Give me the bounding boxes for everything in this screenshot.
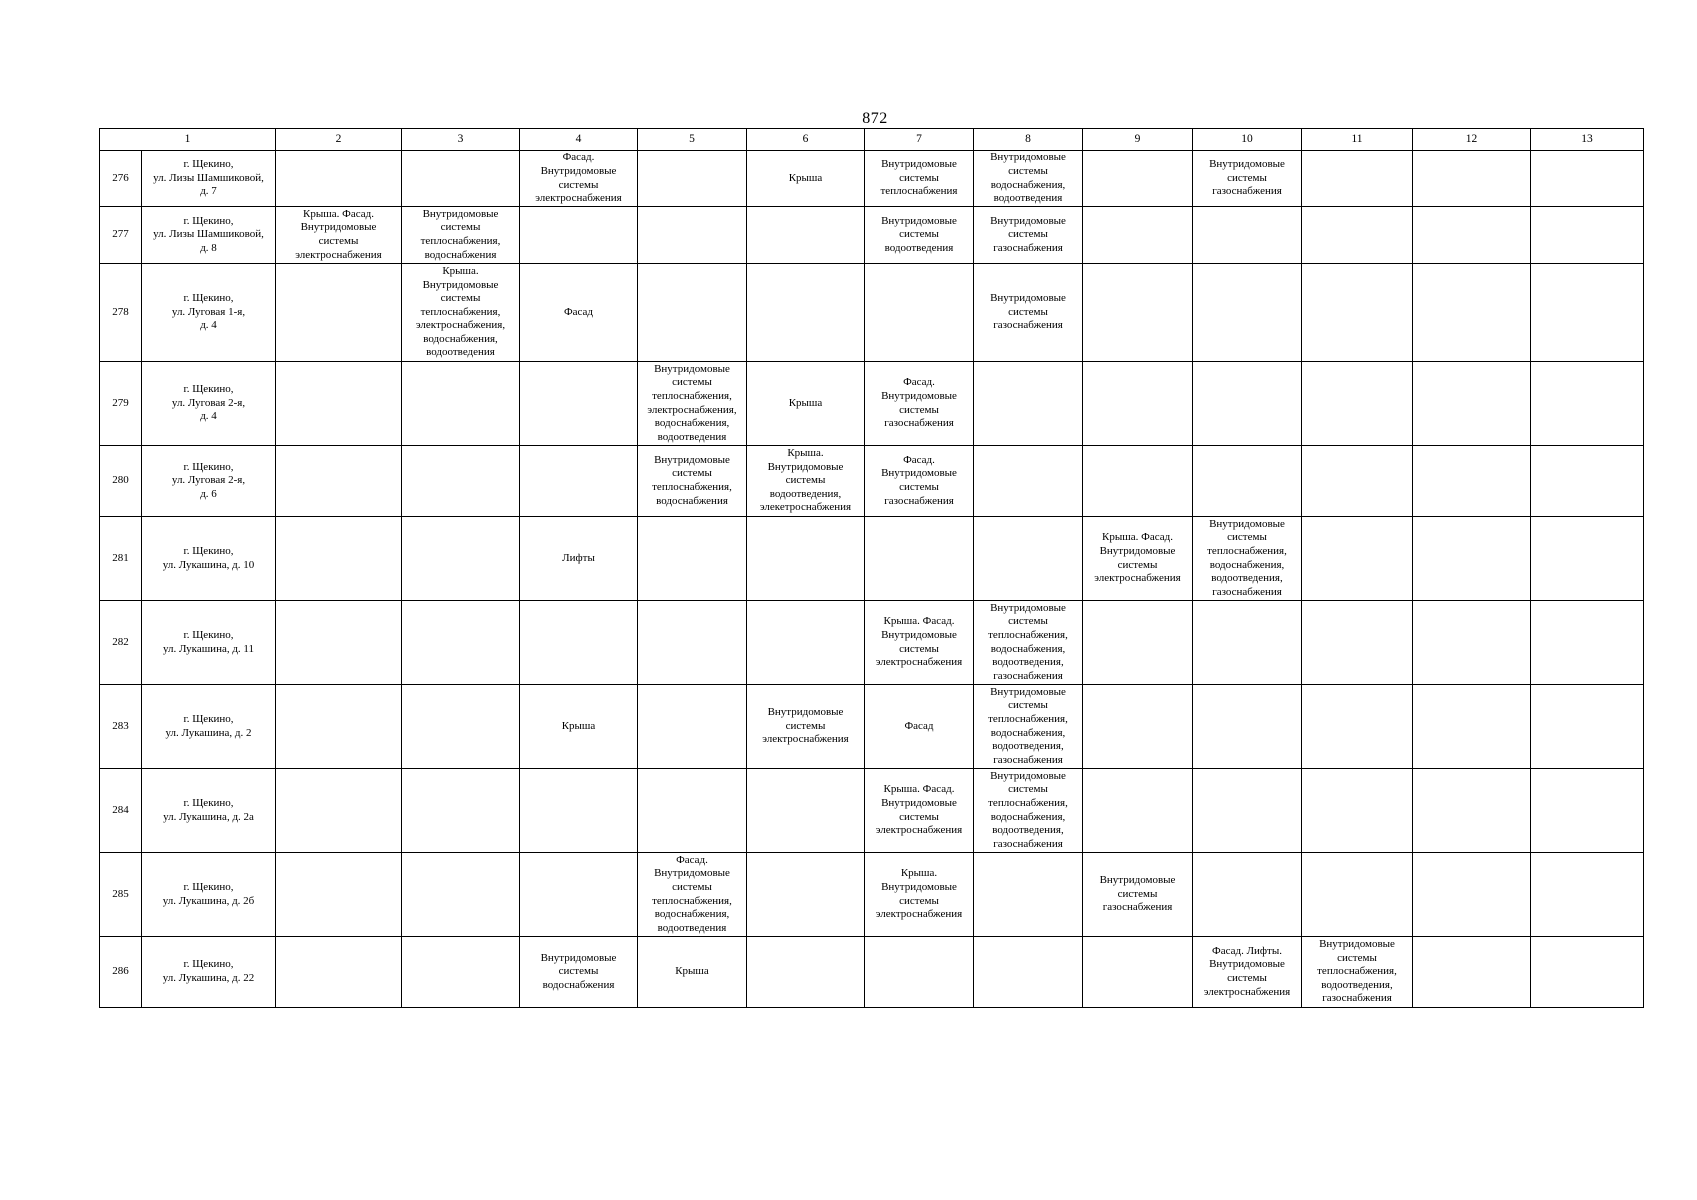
work-cell-col-13: [1531, 601, 1644, 685]
table-row: [100, 769, 1644, 853]
work-cell-col-5: [638, 207, 747, 264]
table-row: [100, 264, 1644, 362]
work-cell-col-9: [1083, 362, 1193, 446]
work-cell-col-6: [747, 517, 865, 601]
table-row: [100, 151, 1644, 207]
row-number: 281: [100, 517, 142, 601]
work-cell-col-13: [1531, 937, 1644, 1008]
table-row: [100, 685, 1644, 769]
table-row: [100, 937, 1644, 1008]
row-number: 280: [100, 446, 142, 517]
work-cell-col-10: [1193, 362, 1302, 446]
work-cell-col-10: Внутридомовые системы газоснабжения: [1193, 151, 1302, 207]
work-cell-col-4: [520, 362, 638, 446]
header-cell: 12: [1413, 129, 1531, 151]
work-cell-col-7: [865, 517, 974, 601]
work-cell-col-4: [520, 601, 638, 685]
work-cell-col-4: Лифты: [520, 517, 638, 601]
work-cell-col-8: Внутридомовые системы теплоснабжения, водоснабжения, водоотведения, газоснабжения: [974, 685, 1083, 769]
work-cell-col-13: [1531, 685, 1644, 769]
address-cell: г. Щекино, ул. Лукашина, д. 2б: [142, 853, 276, 937]
work-cell-col-8: Внутридомовые системы теплоснабжения, водоснабжения, водоотведения, газоснабжения: [974, 769, 1083, 853]
work-cell-col-5: Внутридомовые системы теплоснабжения, водоснабжения: [638, 446, 747, 517]
address-cell: г. Щекино, ул. Луговая 2-я, д. 6: [142, 446, 276, 517]
work-cell-col-8: Внутридомовые системы водоснабжения, водоотведения: [974, 151, 1083, 207]
work-cell-col-7: [865, 264, 974, 362]
work-cell-col-2: [276, 264, 402, 362]
work-cell-col-11: [1302, 207, 1413, 264]
work-cell-col-8: [974, 362, 1083, 446]
work-cell-col-6: Внутридомовые системы электроснабжения: [747, 685, 865, 769]
work-cell-col-7: Крыша. Фасад. Внутридомовые системы электроснабжения: [865, 769, 974, 853]
work-cell-col-11: [1302, 685, 1413, 769]
work-cell-col-10: Фасад. Лифты. Внутридомовые системы электроснабжения: [1193, 937, 1302, 1008]
work-cell-col-9: [1083, 446, 1193, 517]
address-cell: г. Щекино, ул. Лукашина, д. 2а: [142, 769, 276, 853]
work-cell-col-8: Внутридомовые системы газоснабжения: [974, 264, 1083, 362]
address-cell: г. Щекино, ул. Лукашина, д. 22: [142, 937, 276, 1008]
work-cell-col-7: Фасад. Внутридомовые системы газоснабжения: [865, 362, 974, 446]
work-cell-col-4: [520, 207, 638, 264]
row-number: 276: [100, 151, 142, 207]
work-cell-col-3: [402, 517, 520, 601]
work-cell-col-5: [638, 601, 747, 685]
work-cell-col-5: Фасад. Внутридомовые системы теплоснабжения, водоснабжения, водоотведения: [638, 853, 747, 937]
work-cell-col-2: [276, 769, 402, 853]
work-cell-col-13: [1531, 517, 1644, 601]
header-row: [100, 129, 1644, 151]
work-cell-col-11: [1302, 853, 1413, 937]
header-cell: 7: [865, 129, 974, 151]
header-cell: 11: [1302, 129, 1413, 151]
work-cell-col-9: Крыша. Фасад. Внутридомовые системы электроснабжения: [1083, 517, 1193, 601]
work-cell-col-3: [402, 853, 520, 937]
work-cell-col-7: Внутридомовые системы водоотведения: [865, 207, 974, 264]
work-cell-col-13: [1531, 207, 1644, 264]
row-number: 285: [100, 853, 142, 937]
header-cell: 4: [520, 129, 638, 151]
work-cell-col-4: Внутридомовые системы водоснабжения: [520, 937, 638, 1008]
work-cell-col-10: [1193, 601, 1302, 685]
work-cell-col-2: [276, 601, 402, 685]
work-cell-col-13: [1531, 264, 1644, 362]
work-cell-col-12: [1413, 207, 1531, 264]
work-cell-col-4: Фасад: [520, 264, 638, 362]
header-cell: 10: [1193, 129, 1302, 151]
work-cell-col-13: [1531, 446, 1644, 517]
row-number: 279: [100, 362, 142, 446]
work-cell-col-5: [638, 517, 747, 601]
work-cell-col-5: [638, 264, 747, 362]
work-cell-col-3: [402, 446, 520, 517]
work-cell-col-4: [520, 853, 638, 937]
work-cell-col-8: Внутридомовые системы теплоснабжения, водоснабжения, водоотведения, газоснабжения: [974, 601, 1083, 685]
work-cell-col-6: [747, 769, 865, 853]
work-cell-col-8: [974, 517, 1083, 601]
work-cell-col-5: [638, 685, 747, 769]
work-cell-col-10: [1193, 264, 1302, 362]
work-cell-col-2: [276, 362, 402, 446]
table-row: [100, 601, 1644, 685]
work-cell-col-9: [1083, 937, 1193, 1008]
work-cell-col-7: Фасад: [865, 685, 974, 769]
work-cell-col-10: [1193, 685, 1302, 769]
work-cell-col-10: [1193, 853, 1302, 937]
table-row: [100, 517, 1644, 601]
work-cell-col-6: [747, 937, 865, 1008]
address-cell: г. Щекино, ул. Лизы Шамшиковой, д. 8: [142, 207, 276, 264]
work-cell-col-2: [276, 151, 402, 207]
work-cell-col-6: Крыша: [747, 362, 865, 446]
work-cell-col-12: [1413, 151, 1531, 207]
header-cell: 5: [638, 129, 747, 151]
work-cell-col-6: Крыша. Внутридомовые системы водоотведения, элекетроснабжения: [747, 446, 865, 517]
work-cell-col-6: [747, 601, 865, 685]
work-cell-col-12: [1413, 769, 1531, 853]
work-cell-col-3: [402, 685, 520, 769]
work-cell-col-11: [1302, 769, 1413, 853]
work-cell-col-8: Внутридомовые системы газоснабжения: [974, 207, 1083, 264]
work-cell-col-5: [638, 151, 747, 207]
work-cell-col-6: Крыша: [747, 151, 865, 207]
work-cell-col-5: Внутридомовые системы теплоснабжения, электроснабжения, водоснабжения, водоотведения: [638, 362, 747, 446]
work-cell-col-9: [1083, 769, 1193, 853]
table-row: [100, 207, 1644, 264]
work-cell-col-10: [1193, 769, 1302, 853]
work-cell-col-9: [1083, 601, 1193, 685]
work-cell-col-9: [1083, 207, 1193, 264]
work-cell-col-3: [402, 151, 520, 207]
work-cell-col-7: Крыша. Фасад. Внутридомовые системы электроснабжения: [865, 601, 974, 685]
table-row: [100, 853, 1644, 937]
table-row: [100, 362, 1644, 446]
work-cell-col-9: [1083, 151, 1193, 207]
work-cell-col-7: [865, 937, 974, 1008]
work-cell-col-11: [1302, 264, 1413, 362]
work-cell-col-12: [1413, 264, 1531, 362]
row-number: 286: [100, 937, 142, 1008]
work-cell-col-2: [276, 937, 402, 1008]
work-cell-col-2: [276, 853, 402, 937]
work-cell-col-12: [1413, 937, 1531, 1008]
work-cell-col-13: [1531, 151, 1644, 207]
work-cell-col-8: [974, 446, 1083, 517]
address-cell: г. Щекино, ул. Лизы Шамшиковой, д. 7: [142, 151, 276, 207]
header-cell: 1: [100, 129, 276, 151]
work-cell-col-9: [1083, 264, 1193, 362]
work-cell-col-6: [747, 853, 865, 937]
table-row: [100, 446, 1644, 517]
work-cell-col-8: [974, 853, 1083, 937]
work-cell-col-11: [1302, 151, 1413, 207]
work-cell-col-2: [276, 685, 402, 769]
work-cell-col-11: [1302, 517, 1413, 601]
address-cell: г. Щекино, ул. Луговая 2-я, д. 4: [142, 362, 276, 446]
work-cell-col-11: Внутридомовые системы теплоснабжения, водоотведения, газоснабжения: [1302, 937, 1413, 1008]
work-cell-col-5: [638, 769, 747, 853]
row-number: 283: [100, 685, 142, 769]
address-cell: г. Щекино, ул. Лукашина, д. 10: [142, 517, 276, 601]
work-cell-col-3: Внутридомовые системы теплоснабжения, водоснабжения: [402, 207, 520, 264]
work-cell-col-2: [276, 517, 402, 601]
work-cell-col-3: [402, 769, 520, 853]
header-cell: 6: [747, 129, 865, 151]
work-cell-col-12: [1413, 362, 1531, 446]
work-cell-col-3: [402, 937, 520, 1008]
work-cell-col-11: [1302, 446, 1413, 517]
work-cell-col-12: [1413, 853, 1531, 937]
row-number: 282: [100, 601, 142, 685]
work-cell-col-4: [520, 769, 638, 853]
address-cell: г. Щекино, ул. Луговая 1-я, д. 4: [142, 264, 276, 362]
works-schedule-table: [99, 128, 1644, 1008]
work-cell-col-3: [402, 362, 520, 446]
work-cell-col-9: Внутридомовые системы газоснабжения: [1083, 853, 1193, 937]
header-cell: 13: [1531, 129, 1644, 151]
work-cell-col-9: [1083, 685, 1193, 769]
work-cell-col-7: Крыша. Внутридомовые системы электроснабжения: [865, 853, 974, 937]
work-cell-col-5: Крыша: [638, 937, 747, 1008]
work-cell-col-13: [1531, 853, 1644, 937]
work-cell-col-2: [276, 446, 402, 517]
work-cell-col-3: [402, 601, 520, 685]
row-number: 278: [100, 264, 142, 362]
header-cell: 8: [974, 129, 1083, 151]
work-cell-col-11: [1302, 601, 1413, 685]
work-cell-col-12: [1413, 601, 1531, 685]
work-cell-col-6: [747, 264, 865, 362]
work-cell-col-2: Крыша. Фасад. Внутридомовые системы электроснабжения: [276, 207, 402, 264]
work-cell-col-3: Крыша. Внутридомовые системы теплоснабжения, электроснабжения, водоснабжения, водоотведения: [402, 264, 520, 362]
work-cell-col-7: Фасад. Внутридомовые системы газоснабжения: [865, 446, 974, 517]
work-cell-col-7: Внутридомовые системы теплоснабжения: [865, 151, 974, 207]
header-cell: 2: [276, 129, 402, 151]
work-cell-col-10: [1193, 446, 1302, 517]
work-cell-col-4: [520, 446, 638, 517]
page-number: 872: [862, 110, 888, 127]
work-cell-col-12: [1413, 685, 1531, 769]
address-cell: г. Щекино, ул. Лукашина, д. 2: [142, 685, 276, 769]
work-cell-col-4: Крыша: [520, 685, 638, 769]
address-cell: г. Щекино, ул. Лукашина, д. 11: [142, 601, 276, 685]
work-cell-col-4: Фасад. Внутридомовые системы электроснабжения: [520, 151, 638, 207]
work-cell-col-10: [1193, 207, 1302, 264]
work-cell-col-13: [1531, 362, 1644, 446]
header-cell: 3: [402, 129, 520, 151]
work-cell-col-11: [1302, 362, 1413, 446]
work-cell-col-13: [1531, 769, 1644, 853]
work-cell-col-8: [974, 937, 1083, 1008]
header-cell: 9: [1083, 129, 1193, 151]
table-body: [100, 151, 1644, 1008]
work-cell-col-12: [1413, 517, 1531, 601]
work-cell-col-10: Внутридомовые системы теплоснабжения, водоснабжения, водоотведения, газоснабжения: [1193, 517, 1302, 601]
row-number: 284: [100, 769, 142, 853]
work-cell-col-6: [747, 207, 865, 264]
work-cell-col-12: [1413, 446, 1531, 517]
row-number: 277: [100, 207, 142, 264]
